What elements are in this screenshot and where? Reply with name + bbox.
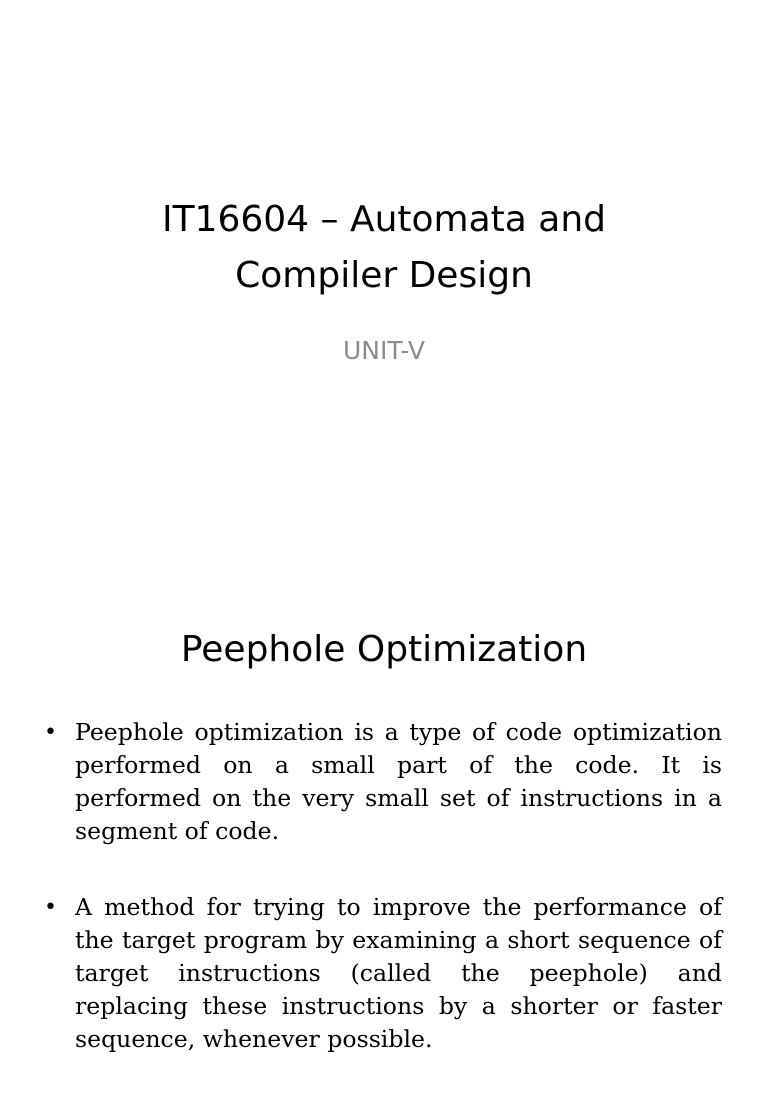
bullet-dot-icon: • [44,895,57,920]
bullet-text: Peephole optimization is a type of code optimization performed on a small part of the code. It is performed on the very small set of instructions in a segment of code. [75,718,722,845]
bullet-item [44,891,722,1056]
bullet-text: A method for trying to improve the performance of the target program by examining a short sequence of target instructions (called the peephole) and replacing these instructions by a shorter or faster sequence, whenever possible. [75,893,722,1053]
content-slide-title: Peephole Optimization [180,629,588,670]
slide-subtitle: UNIT-V [342,336,425,365]
slide-title-line-2: Compiler Design [235,255,533,296]
bullet-dot-icon: • [44,720,57,745]
bullet-item [44,716,722,848]
bullet-list [44,716,722,1099]
slide-title-line-1: IT16604 – Automata and [161,199,607,240]
slide-title [0,192,768,304]
content-slide [0,576,768,1053]
